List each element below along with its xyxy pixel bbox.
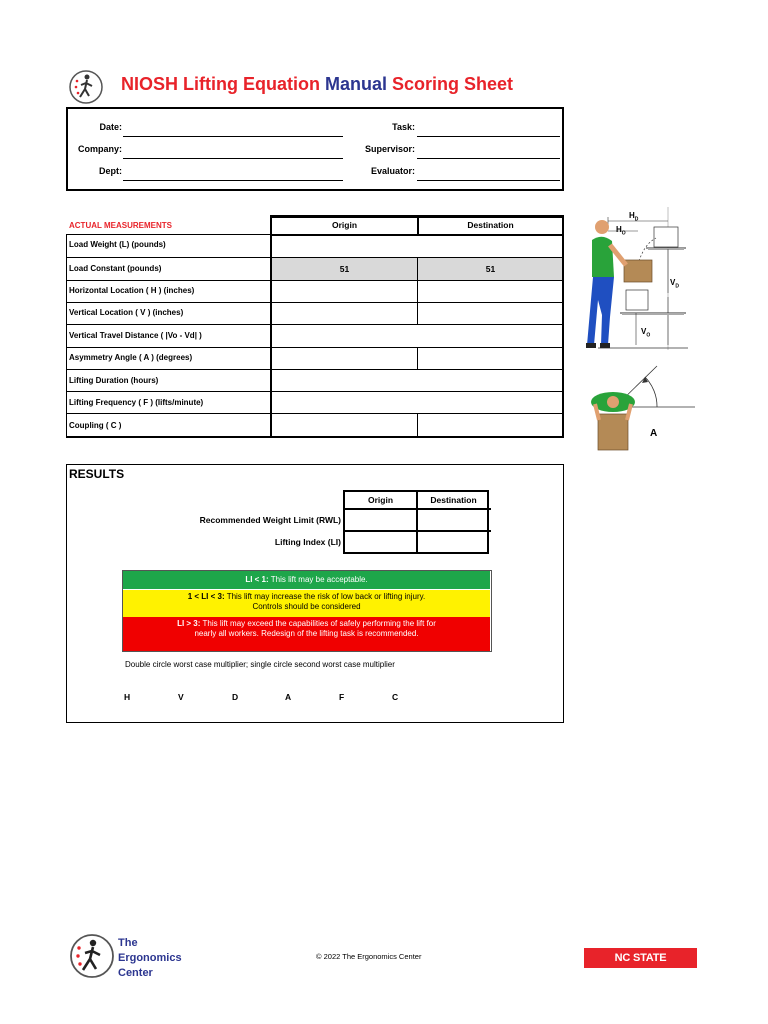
- table-right-border: [562, 215, 564, 438]
- table-col-divider: [417, 347, 418, 370]
- ho-subscript: O: [621, 230, 626, 237]
- asymmetry-diagram: [585, 362, 700, 454]
- date-label: Date:: [99, 122, 122, 132]
- row-label-frequency: Lifting Frequency ( F ) (lifts/minute): [69, 398, 204, 407]
- row-label-load-constant: Load Constant (pounds): [69, 264, 162, 273]
- university-bold: NC STATE: [614, 952, 667, 964]
- table-rule: [66, 391, 564, 392]
- dept-field[interactable]: [123, 180, 343, 181]
- info-box: [66, 107, 564, 191]
- table-rule: [66, 369, 564, 370]
- supervisor-field[interactable]: [417, 158, 560, 159]
- ho-letter: H: [616, 225, 622, 234]
- hd-letter: H: [629, 211, 635, 220]
- university-logo: [584, 948, 697, 984]
- angle-label: A: [650, 428, 658, 439]
- row-label-travel-distance: Vertical Travel Distance ( |Vo - Vd| ): [69, 331, 202, 340]
- table-rule: [66, 234, 272, 235]
- table-bottom-border: [66, 436, 564, 438]
- table-rule: [66, 280, 564, 281]
- evaluator-field[interactable]: [417, 180, 560, 181]
- ho-label: [616, 225, 626, 237]
- multiplier-note: Double circle worst case multiplier; single circle second worst case multiplier: [125, 660, 395, 669]
- copyright: © 2022 The Ergonomics Center: [316, 952, 422, 961]
- ergonomics-logo-icon: [68, 69, 104, 105]
- results-destination-header: Destination: [430, 495, 477, 505]
- task-label: Task:: [392, 122, 415, 132]
- legend-yellow-text-2: Controls should be considered: [252, 602, 361, 611]
- table-left-border: [66, 234, 67, 438]
- results-origin-header: Origin: [367, 495, 394, 505]
- actual-measurements-title: ACTUAL MEASUREMENTS: [69, 221, 172, 230]
- rwl-destination-cell[interactable]: [418, 510, 489, 530]
- vd-subscript: D: [675, 283, 679, 290]
- load-constant-origin: 51: [339, 264, 350, 274]
- row-label-load-weight: Load Weight (L) (pounds): [69, 240, 166, 249]
- multiplier-f: F: [339, 692, 345, 702]
- legend-yellow-range: 1 < LI < 3:: [187, 592, 225, 601]
- row-label-asymmetry: Asymmetry Angle ( A ) (degrees): [69, 353, 193, 362]
- evaluator-label: Evaluator:: [370, 166, 415, 176]
- lifting-diagram: [578, 205, 698, 355]
- company-field[interactable]: [123, 158, 343, 159]
- load-constant-destination: 51: [485, 264, 496, 274]
- table-col-divider: [270, 215, 272, 438]
- table-rule: [66, 302, 564, 303]
- multiplier-v: V: [178, 692, 184, 702]
- li-label: Lifting Index (LI): [274, 537, 341, 547]
- legend-red-text: This lift may exceed the capabilities of safely performing the lift for: [200, 619, 436, 628]
- row-label-horizontal: Horizontal Location ( H ) (inches): [69, 286, 195, 295]
- title-part-3: Scoring Sheet: [387, 74, 514, 94]
- vo-label: [641, 327, 650, 339]
- vd-letter: V: [670, 278, 676, 287]
- task-field[interactable]: [417, 136, 560, 137]
- date-field[interactable]: [123, 136, 343, 137]
- multiplier-c: C: [392, 692, 399, 702]
- li-destination-cell[interactable]: [418, 532, 489, 552]
- legend-red-range: LI > 3:: [177, 619, 201, 628]
- legend-green-range: LI < 1:: [245, 575, 269, 584]
- legend-danger: [123, 617, 490, 651]
- page-title: [121, 74, 513, 95]
- row-label-coupling: Coupling ( C ): [69, 421, 122, 430]
- org-line-1: The: [118, 937, 138, 949]
- origin-header: Origin: [331, 220, 358, 230]
- table-rule: [66, 257, 564, 258]
- company-label: Company:: [77, 144, 122, 154]
- legend-caution: [123, 590, 490, 618]
- multiplier-d: D: [232, 692, 239, 702]
- table-rule: [66, 347, 564, 348]
- table-col-divider: [417, 413, 418, 437]
- vo-letter: V: [641, 327, 647, 336]
- results-title: RESULTS: [69, 467, 125, 481]
- vo-subscript: O: [646, 332, 651, 339]
- university-rest: UNIVERSITY: [608, 972, 673, 984]
- legend-red-text-2: nearly all workers. Redesign of the lifting task is recommended.: [194, 629, 419, 638]
- row-label-duration: Lifting Duration (hours): [69, 376, 159, 385]
- legend-acceptable: [123, 571, 490, 589]
- footer-logo-icon: [68, 932, 116, 980]
- table-rule: [66, 413, 564, 414]
- supervisor-label: Supervisor:: [364, 144, 415, 154]
- multiplier-a: A: [285, 692, 292, 702]
- org-line-2: Ergonomics: [118, 952, 182, 964]
- legend-green-text: This lift may be acceptable.: [268, 575, 368, 584]
- table-rule: [66, 324, 564, 325]
- row-label-vertical: Vertical Location ( V ) (inches): [69, 308, 184, 317]
- legend-yellow-text: This lift may increase the risk of low back or lifting injury.: [224, 592, 426, 601]
- destination-header: Destination: [467, 220, 514, 230]
- title-part-2: Manual: [324, 74, 387, 94]
- table-col-divider: [417, 257, 418, 325]
- vd-label: [670, 278, 679, 290]
- multiplier-h: H: [124, 692, 131, 702]
- dept-label: Dept:: [99, 166, 122, 176]
- hd-subscript: D: [634, 216, 639, 223]
- rwl-label: Recommended Weight Limit (RWL): [199, 515, 341, 525]
- li-origin-cell[interactable]: [345, 532, 416, 552]
- hd-label: [629, 211, 638, 223]
- org-line-3: Center: [118, 967, 153, 979]
- rwl-origin-cell[interactable]: [345, 510, 416, 530]
- footer-org-name: [118, 936, 182, 981]
- title-part-1: NIOSH Lifting Equation: [121, 74, 325, 94]
